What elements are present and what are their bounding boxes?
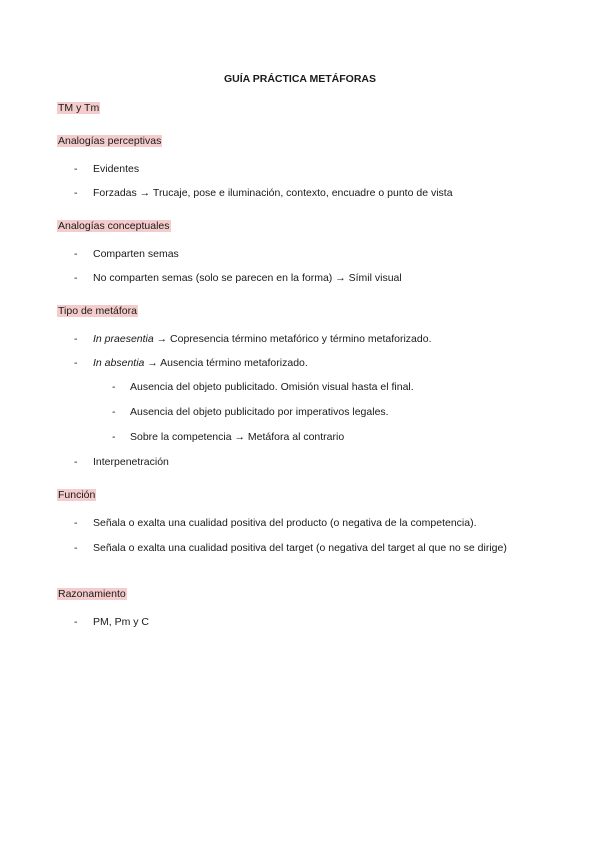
italic-term: In praesentia (93, 333, 154, 345)
list-item-text: Forzadas → Trucaje, pose e iluminación, contexto, encuadre o punto de vista (93, 187, 453, 199)
sub-list-item-text: Sobre la competencia → Metáfora al contrario (130, 431, 345, 443)
list-item-rest: → Copresencia término metafórico y término metaforizado. (153, 333, 432, 345)
bullet-dash: - (112, 431, 116, 443)
heading-funcion (57, 488, 96, 502)
heading-analogias-perceptivas (57, 134, 162, 148)
list-item-text (93, 356, 533, 370)
bullet-dash: - (112, 406, 116, 418)
heading-analogias-conceptuales (57, 219, 171, 233)
bullet-dash: - (74, 616, 78, 628)
sub-list-item-text: Ausencia del objeto publicitado. Omisión visual hasta el final. (130, 381, 414, 393)
heading-tm (57, 101, 100, 115)
bullet-dash: - (74, 272, 78, 284)
heading-tipo-de-metafora-text: Tipo de metáfora (58, 305, 137, 317)
bullet-dash: - (74, 456, 78, 468)
heading-analogias-conceptuales-text: Analogías conceptuales (58, 220, 170, 232)
list-item-text: No comparten semas (solo se parecen en la forma) → Símil visual (93, 272, 402, 284)
bullet-dash: - (74, 333, 78, 345)
heading-funcion-text: Función (58, 489, 96, 501)
italic-term: In absentia (93, 357, 145, 369)
bullet-dash: - (74, 517, 78, 529)
document-title: GUÍA PRÁCTICA METÁFORAS (223, 73, 377, 85)
list-item-text: PM, Pm y C (93, 616, 150, 628)
heading-tm-text: TM y Tm (58, 102, 100, 114)
bullet-dash: - (74, 357, 78, 369)
bullet-dash: - (74, 163, 78, 175)
list-item-text: Comparten semas (93, 248, 179, 260)
list-item-text: Evidentes (93, 163, 140, 175)
list-item-rest: → Ausencia término metaforizado. (144, 357, 308, 369)
heading-razonamiento (57, 587, 127, 601)
bullet-dash: - (74, 187, 78, 199)
bullet-dash: - (74, 248, 78, 260)
list-item-text: Interpenetración (93, 456, 169, 468)
heading-analogias-perceptivas-text: Analogías perceptivas (58, 135, 162, 147)
heading-tipo-de-metafora (57, 304, 138, 318)
sub-list-item-text: Ausencia del objeto publicitado por imperativos legales. (130, 406, 389, 418)
bullet-dash: - (74, 542, 78, 554)
list-item-text (93, 332, 533, 346)
list-item-text: Señala o exalta una cualidad positiva del target (o negativa del target al que no se dirige) (93, 542, 507, 554)
bullet-dash: - (112, 381, 116, 393)
heading-razonamiento-text: Razonamiento (58, 588, 126, 600)
list-item-text: Señala o exalta una cualidad positiva del producto (o negativa de la competencia). (93, 517, 477, 529)
